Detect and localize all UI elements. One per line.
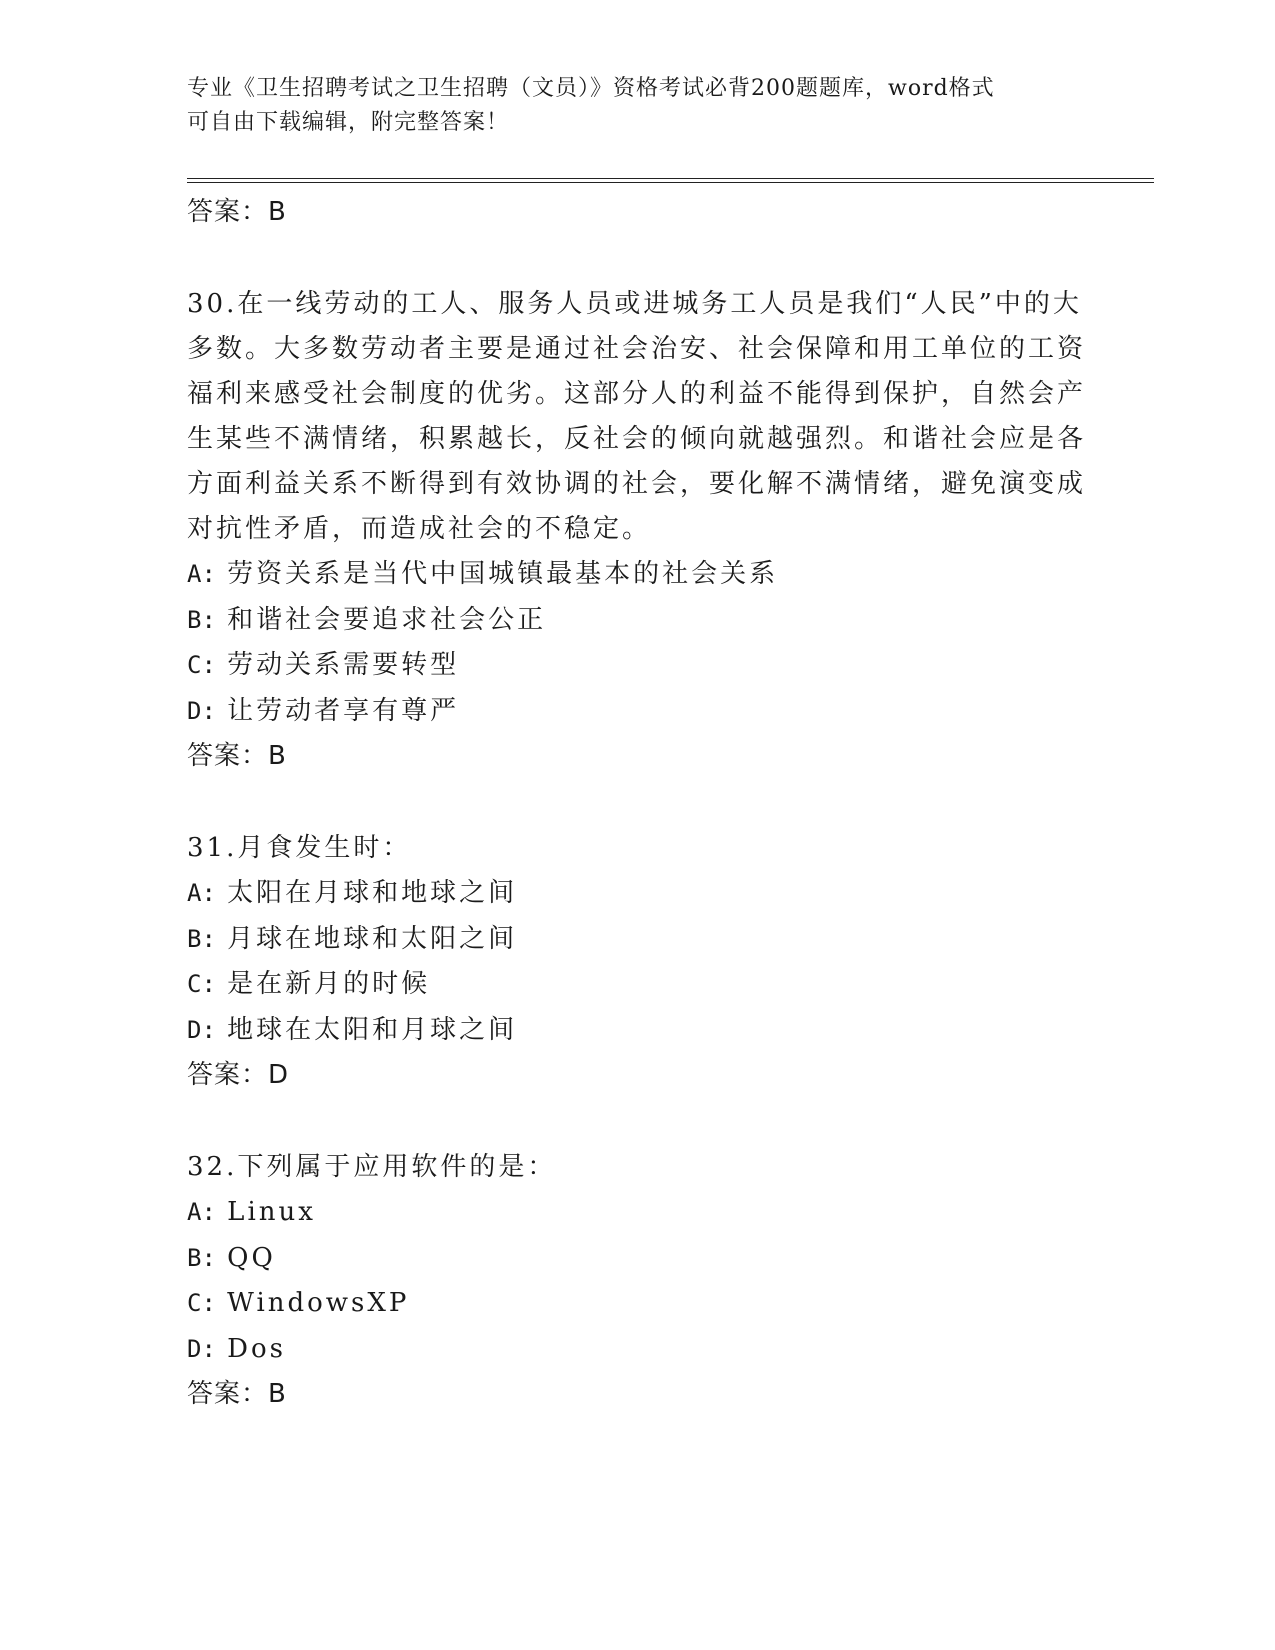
option-a xyxy=(187,871,1087,917)
option-b xyxy=(187,1236,1087,1282)
option-text: 劳动关系需要转型 xyxy=(227,650,460,680)
option-text: 劳资关系是当代中国城镇最基本的社会关系 xyxy=(227,559,779,589)
option-b xyxy=(187,917,1087,963)
document-header xyxy=(187,72,1087,140)
option-key: A: xyxy=(187,1198,216,1226)
option-key: C: xyxy=(187,1289,216,1317)
option-key: B: xyxy=(187,1243,216,1272)
option-key: A: xyxy=(187,560,216,588)
question-31 xyxy=(187,826,1087,1097)
question-32 xyxy=(187,1145,1087,1416)
option-d xyxy=(187,689,1087,735)
option-a xyxy=(187,552,1087,598)
option-text: Dos xyxy=(227,1333,287,1364)
question-30 xyxy=(187,282,1087,778)
option-key: D: xyxy=(187,1015,216,1044)
option-key: D: xyxy=(187,696,216,725)
option-d xyxy=(187,1327,1087,1373)
answer: 答案：B xyxy=(187,741,287,771)
option-text: WindowsXP xyxy=(227,1288,410,1318)
header-rule-top xyxy=(187,178,1154,179)
option-text: QQ xyxy=(227,1242,276,1273)
previous-answer: 答案：B xyxy=(187,197,287,227)
option-key: B: xyxy=(187,924,216,953)
header-line-2: 可自由下载编辑，附完整答案！ xyxy=(187,110,510,135)
option-b xyxy=(187,598,1087,644)
option-a xyxy=(187,1190,1087,1236)
answer: 答案：B xyxy=(187,1379,287,1409)
option-key: C: xyxy=(187,970,216,998)
option-d xyxy=(187,1008,1087,1054)
option-key: C: xyxy=(187,651,216,679)
option-text: Linux xyxy=(227,1197,316,1227)
question-stem: 30.在一线劳动的工人、服务人员或进城务工人员是我们“人民”中的大多数。大多数劳动者主要是通过社会治安、社会保障和用工单位的工资福利来感受社会制度的优劣。这部分人的利益不能得到保护，自然会产生某些不满情绪，积累越长，反社会的倾向就越强烈。和谐社会应是各方面利益关系不断得到有效协调的社会，要化解不满情绪，避免演变成对抗性矛盾，而造成社会的不稳定。 xyxy=(187,289,1087,544)
question-stem: 32.下列属于应用软件的是： xyxy=(187,1152,557,1182)
option-text: 让劳动者享有尊严 xyxy=(227,695,460,726)
option-text: 月球在地球和太阳之间 xyxy=(227,923,518,954)
option-text: 地球在太阳和月球之间 xyxy=(227,1014,518,1045)
option-key: B: xyxy=(187,605,216,634)
option-c xyxy=(187,962,1087,1008)
option-c xyxy=(187,643,1087,689)
question-stem: 31.月食发生时： xyxy=(187,833,412,863)
option-text: 是在新月的时候 xyxy=(227,969,431,999)
option-key: D: xyxy=(187,1334,216,1363)
option-text: 和谐社会要追求社会公正 xyxy=(227,604,547,635)
option-text: 太阳在月球和地球之间 xyxy=(227,878,518,908)
answer: 答案：D xyxy=(187,1060,290,1090)
option-key: A: xyxy=(187,879,216,907)
header-line-1: 专业《卫生招聘考试之卫生招聘（文员）》资格考试必背200题题库，word格式 xyxy=(187,76,995,101)
document-body xyxy=(187,190,1087,1416)
option-c xyxy=(187,1281,1087,1327)
header-rule-bottom xyxy=(187,182,1154,183)
